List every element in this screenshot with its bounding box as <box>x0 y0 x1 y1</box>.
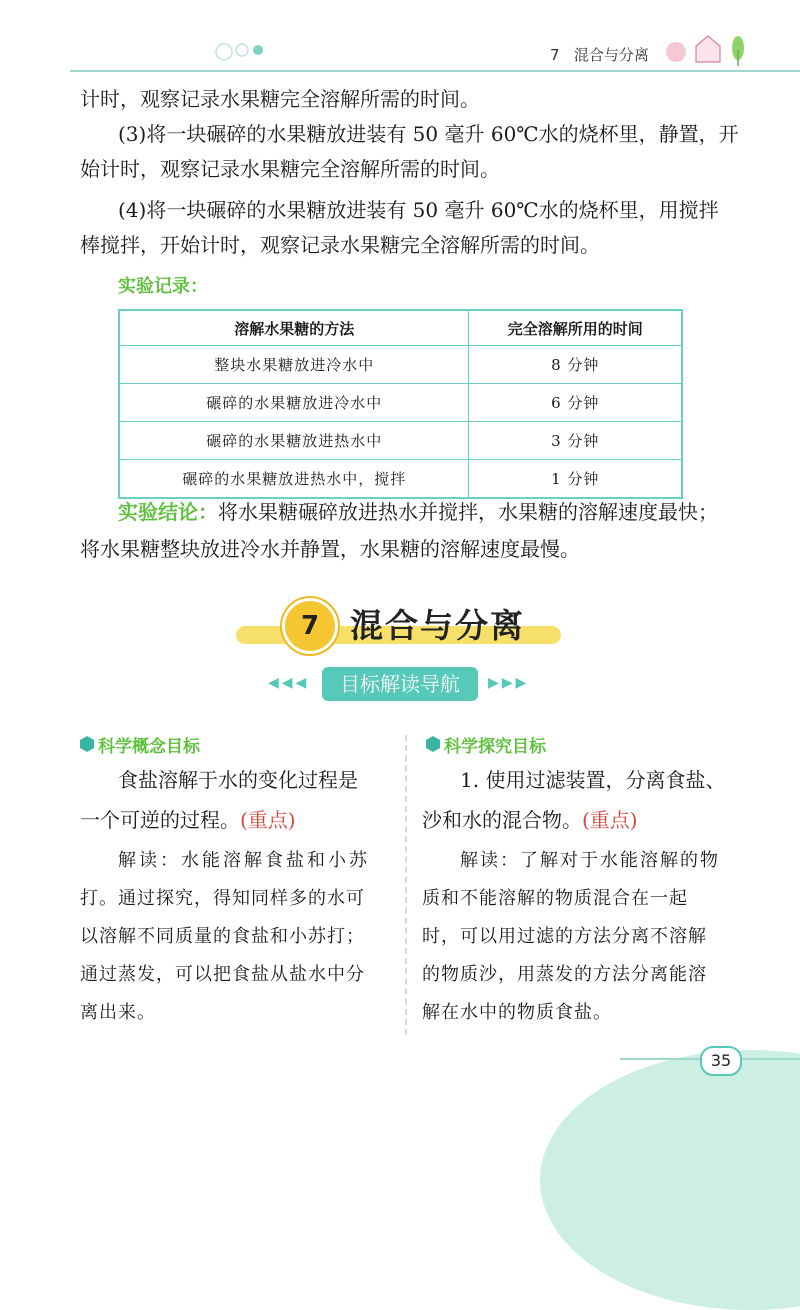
inquiry-line: 时，可以用过滤的方法分离不溶解 <box>422 926 707 947</box>
inquiry-line: 质和不能溶解的物质混合在一起 <box>422 888 688 909</box>
section-title: 混合与分离 <box>350 606 525 645</box>
paragraph-line: 计时，观察记录水果糖完全溶解所需的时间。 <box>80 87 480 111</box>
cartoon-decoration-icon <box>660 30 750 70</box>
inquiry-line: 的物质沙，用蒸发的方法分离能溶 <box>422 964 707 985</box>
header-rule <box>70 70 800 72</box>
key-point-tag: (重点) <box>240 808 296 832</box>
concept-text: 一个可逆的过程。 <box>80 808 240 832</box>
record-label: 实验记录： <box>118 276 208 297</box>
paragraph-line: 棒搅拌，开始计时，观察记录水果糖完全溶解所需的时间。 <box>80 233 600 257</box>
concept-goal-heading: 科学概念目标 <box>98 737 200 757</box>
table-cell-method: 整块水果糖放进冷水中 <box>119 346 469 384</box>
hexagon-icon <box>426 736 440 752</box>
concept-line: 解读：水能溶解食盐和小苏 <box>118 850 370 871</box>
inquiry-line: 1. 使用过滤装置，分离食盐、 <box>460 768 726 792</box>
table-row <box>119 384 682 422</box>
conclusion-line <box>118 499 718 525</box>
page-number: 35 <box>700 1046 742 1076</box>
table-cell-method: 碾碎的水果糖放进热水中 <box>119 422 469 460</box>
paragraph-line: (3)将一块碾碎的水果糖放进装有 50 毫升 60℃水的烧杯里，静置，开 <box>118 122 739 146</box>
section-number-badge: 7 <box>282 598 338 654</box>
inquiry-line: 解读：了解对于水能溶解的物 <box>460 850 720 871</box>
concept-line: 以溶解不同质量的食盐和小苏打； <box>80 926 365 947</box>
table-row <box>119 422 682 460</box>
concept-line: 食盐溶解于水的变化过程是 <box>118 768 358 792</box>
concept-line <box>80 800 296 841</box>
bubble-decoration-icon <box>210 36 270 66</box>
concept-line: 离出来。 <box>80 1002 156 1023</box>
table-cell-time: 8 分钟 <box>469 346 682 384</box>
column-divider <box>405 735 407 1035</box>
concept-line: 打。通过探究，得知同样多的水可 <box>80 888 365 909</box>
nav-right-arrows-icon: ▶▶▶ <box>488 675 530 691</box>
table-cell-method: 碾碎的水果糖放进冷水中 <box>119 384 469 422</box>
paragraph-line: (4)将一块碾碎的水果糖放进装有 50 毫升 60℃水的烧杯里，用搅拌 <box>118 198 719 222</box>
table-header-method: 溶解水果糖的方法 <box>119 310 469 346</box>
paragraph-line: 始计时，观察记录水果糖完全溶解所需的时间。 <box>80 157 500 181</box>
goal-navigation-banner: 目标解读导航 <box>322 667 478 701</box>
corner-decoration <box>540 1050 800 1310</box>
inquiry-goal-heading: 科学探究目标 <box>444 737 546 757</box>
table-row <box>119 346 682 384</box>
table-cell-method: 碾碎的水果糖放进热水中，搅拌 <box>119 460 469 499</box>
running-header <box>550 44 649 65</box>
conclusion-line: 将水果糖整块放进冷水并静置，水果糖的溶解速度最慢。 <box>80 537 580 561</box>
conclusion-label: 实验结论： <box>118 500 218 524</box>
experiment-record-table <box>118 309 683 499</box>
table-cell-time: 1 分钟 <box>469 460 682 499</box>
chapter-number: 7 <box>550 46 560 64</box>
table-cell-time: 6 分钟 <box>469 384 682 422</box>
table-row <box>119 460 682 499</box>
inquiry-text: 沙和水的混合物。 <box>422 808 582 832</box>
nav-left-arrows-icon: ◀◀◀ <box>268 675 310 691</box>
table-cell-time: 3 分钟 <box>469 422 682 460</box>
hexagon-icon <box>80 736 94 752</box>
conclusion-text: 将水果糖碾碎放进热水并搅拌，水果糖的溶解速度最快； <box>218 500 718 524</box>
chapter-title: 混合与分离 <box>573 46 649 64</box>
inquiry-line: 解在水中的物质食盐。 <box>422 1002 612 1023</box>
table-header-time: 完全溶解所用的时间 <box>469 310 682 346</box>
key-point-tag: (重点) <box>582 808 638 832</box>
inquiry-line <box>422 800 638 841</box>
concept-line: 通过蒸发，可以把食盐从盐水中分 <box>80 964 365 985</box>
